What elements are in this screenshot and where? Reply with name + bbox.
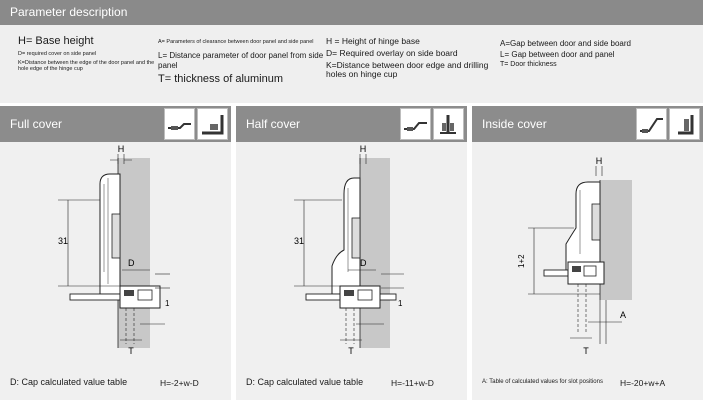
half-cover-drawing	[236, 144, 467, 374]
cabinet-thumbnail	[433, 108, 464, 140]
label-dimension: 31	[58, 236, 69, 246]
hinge-thumbnail	[164, 108, 195, 140]
param-column-1	[18, 35, 158, 76]
label-dimension: 31	[294, 236, 305, 246]
thumbnail-group	[164, 108, 228, 140]
param-gap-side: A=Gap between door and side board	[500, 39, 631, 48]
panel-title: Full cover	[10, 117, 63, 131]
parameter-header	[0, 0, 703, 25]
parameter-description	[0, 25, 703, 103]
label-t: T	[583, 346, 589, 356]
panel-inside-cover	[472, 106, 703, 400]
param-base-height: H= Base height	[18, 35, 94, 47]
aluminum-frame	[120, 286, 160, 308]
param-gap-panel: L= Gap between door and panel	[500, 50, 615, 60]
side-panel	[360, 158, 390, 348]
param-overlay: D= required cover on side panel	[18, 50, 97, 57]
label-d: D	[360, 258, 367, 268]
param-drilling-1: K=Distance between door edge and drilling	[326, 59, 489, 70]
label-dimension: 1+2	[517, 254, 526, 268]
param-clearance: A= Parameters of clearance between door panel and side panel	[158, 39, 314, 45]
hinge-thumbnail	[400, 108, 431, 140]
param-side-overlay: D= Required overlay on side board	[326, 47, 458, 58]
panel-title: Inside cover	[482, 117, 547, 131]
inside-cover-drawing	[472, 154, 703, 374]
full-cover-drawing	[0, 144, 231, 374]
panel-title-bar	[236, 106, 467, 142]
label-t: T	[128, 346, 134, 356]
label-h: H	[595, 156, 603, 166]
param-thickness-aluminum: T= thickness of aluminum	[158, 72, 284, 85]
thumbnail-group	[400, 108, 464, 140]
param-column-2	[158, 35, 324, 88]
panel-half-cover	[236, 106, 467, 400]
param-door-thickness: T= Door thickness	[500, 61, 557, 69]
param-column-4	[500, 35, 700, 72]
param-column-3	[326, 35, 496, 82]
caption: A: Table of calculated values for slot positions	[482, 379, 603, 385]
param-hinge-base: H = Height of hinge base	[326, 36, 420, 46]
label-a: A	[620, 310, 627, 320]
aluminum-frame	[568, 262, 604, 284]
formula: H=-11+w-D	[391, 378, 434, 388]
cabinet-thumbnail	[669, 108, 700, 140]
aluminum-frame	[340, 286, 380, 308]
cabinet-thumbnail	[197, 108, 228, 140]
label-one: 1	[398, 299, 403, 308]
label-h: H	[117, 144, 125, 154]
formula: H=-20+w+A	[620, 378, 666, 388]
panel-title-bar	[0, 106, 231, 142]
label-d: D	[128, 258, 135, 268]
parameter-title: Parameter description	[10, 5, 128, 19]
label-t: T	[348, 346, 354, 356]
panel-title: Half cover	[246, 117, 301, 131]
formula: H=-2+w-D	[160, 378, 199, 388]
param-distance-1: K=Distance between the edge of the door panel and the	[18, 59, 155, 66]
param-distance-param: L= Distance parameter of door panel from side panel	[158, 51, 324, 70]
label-h: H	[359, 144, 367, 154]
hinge-thumbnail	[636, 108, 667, 140]
panel-title-bar	[472, 106, 703, 142]
caption: D: Cap calculated value table	[10, 377, 128, 387]
side-panel	[600, 180, 632, 300]
label-one: 1	[165, 299, 170, 308]
thumbnail-group	[636, 108, 700, 140]
panel-full-cover	[0, 106, 231, 400]
param-drilling-2: holes on hinge cup	[326, 69, 398, 80]
caption: D: Cap calculated value table	[246, 377, 364, 387]
param-distance-2: hole edge of the hinge cup	[18, 66, 83, 73]
